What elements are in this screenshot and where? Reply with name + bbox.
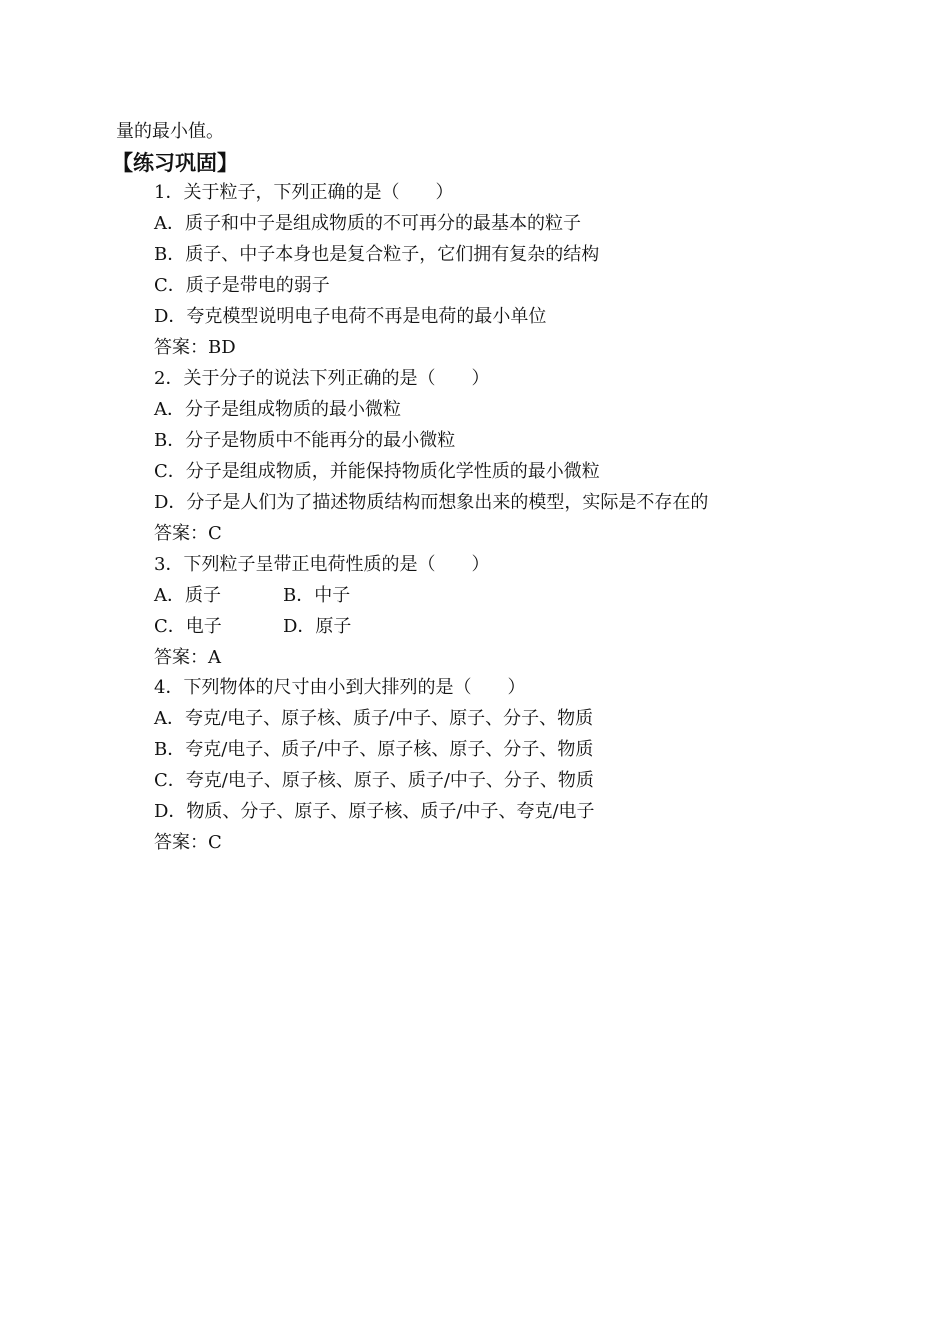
question-3-option-d: D．原子 [283,616,352,637]
question-2-option-a: A．分子是组成物质的最小微粒 [154,399,401,420]
question-1-option-c: C．质子是带电的弱子 [154,275,330,296]
question-2-option-d: D．分子是人们为了描述物质结构而想象出来的模型，实际是不存在的 [154,492,709,513]
question-2-stem: 2．关于分子的说法下列正确的是（ ） [154,368,490,389]
question-3-stem: 3．下列粒子呈带正电荷性质的是（ ） [154,554,490,575]
question-4-option-c: C．夸克/电子、原子核、原子、质子/中子、分子、物质 [154,770,594,791]
question-2-answer: 答案：C [154,523,222,544]
question-4-option-d: D．物质、分子、原子、原子核、质子/中子、夸克/电子 [154,801,595,822]
question-1-option-b: B．质子、中子本身也是复合粒子，它们拥有复杂的结构 [154,244,600,265]
continuation-text: 量的最小值。 [116,121,224,142]
question-1-stem: 1．关于粒子，下列正确的是（ ） [154,182,454,203]
question-4-option-b: B．夸克/电子、质子/中子、原子核、原子、分子、物质 [154,739,594,760]
question-3-option-a: A．质子 [154,585,221,606]
question-2-option-c: C．分子是组成物质，并能保持物质化学性质的最小微粒 [154,461,600,482]
question-3-option-c: C．电子 [154,616,222,637]
question-1-answer: 答案：BD [154,337,236,358]
question-1-option-d: D．夸克模型说明电子电荷不再是电荷的最小单位 [154,306,547,327]
question-3-option-b: B．中子 [283,585,351,606]
section-title: 【练习巩固】 [112,151,238,175]
question-4-answer: 答案：C [154,832,222,853]
question-3-answer: 答案：A [154,647,221,668]
question-1-option-a: A．质子和中子是组成物质的不可再分的最基本的粒子 [154,213,581,234]
question-4-stem: 4．下列物体的尺寸由小到大排列的是（ ） [154,677,526,698]
question-2-option-b: B．分子是物质中不能再分的最小微粒 [154,430,456,451]
question-4-option-a: A．夸克/电子、原子核、质子/中子、原子、分子、物质 [154,708,594,729]
